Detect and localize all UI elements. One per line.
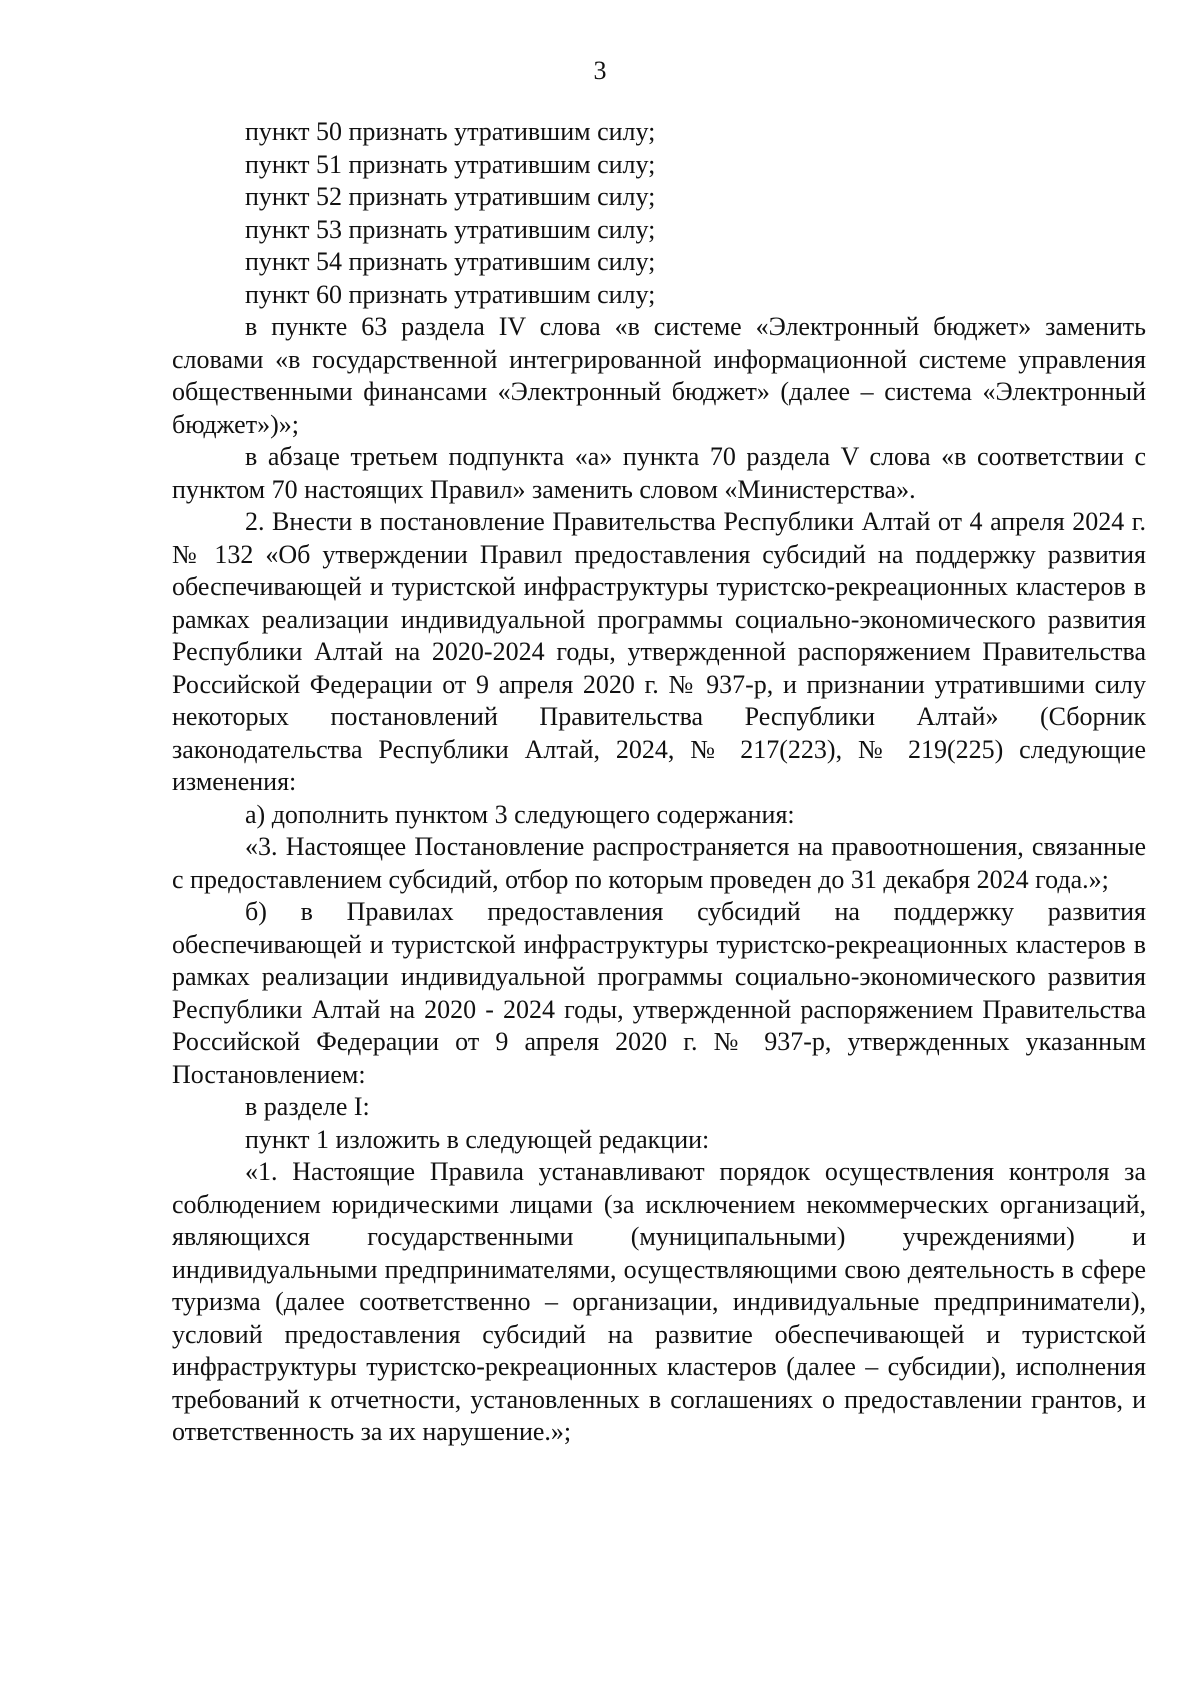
page-number: 3 (593, 56, 607, 85)
paragraph-quote-3: «3. Настоящее Постановление распространяется на правоотношения, связанные с предоставлением субсидий, отбор по которым проведен до 31 декабря 2024 года.»; (172, 832, 1146, 894)
paragraph-item-1-intro: пункт 1 изложить в следующей редакции: (245, 1124, 710, 1154)
paragraph-item-60: пункт 60 признать утратившим силу; (245, 279, 656, 309)
paragraph-quote-1: «1. Настоящие Правила устанавливают порядок осуществления контроля за соблюдением юридическими лицами (за исключением некоммерческих организаций, являющихся государственными (муниципальными) учреждениями) и индивидуальными предпринимателями, осуществляющими свою деятельность в сфере туризма (далее соответственно – организации, индивидуальные предприниматели), условий предоставления субсидий на развитие обеспечивающей и туристской инфраструктуры туристско-рекреационных кластеров (далее – субсидии), исполнения требований к отчетности, установленных в соглашениях о предоставлении грантов, и ответственность за их нарушение.»; (172, 1157, 1146, 1446)
paragraph-subitem-b: б) в Правилах предоставления субсидий на поддержку развития обеспечивающей и туристской инфраструктуры туристско-рекреационных кластеров в рамках реализации индивидуальной программы социально-экономического развития Республики Алтай на 2020 - 2024 годы, утвержденной распоряжением Правительства Российской Федерации от 9 апреля 2020 г. № 937-р, утвержденных указанным Постановлением: (172, 897, 1146, 1089)
document-body (172, 116, 1146, 1449)
paragraph-item-52: пункт 52 признать утратившим силу; (245, 182, 656, 211)
paragraph-item-70: в абзаце третьем подпункта «а» пункта 70 раздела V слова «в соответствии с пунктом 70 настоящих Правил» заменить словом «Министерства». (172, 442, 1146, 504)
paragraph-item-51: пункт 51 признать утратившим силу; (245, 149, 656, 179)
paragraph-item-63: в пункте 63 раздела IV слова «в системе «Электронный бюджет» заменить словами «в государственной интегрированной информационной системе управления общественными финансами «Электронный бюджет» (далее – система «Электронный бюджет»)»; (172, 312, 1146, 439)
paragraph-section-2: 2. Внести в постановление Правительства Республики Алтай от 4 апреля 2024 г. № 132 «Об утверждении Правил предоставления субсидий на поддержку развития обеспечивающей и туристской инфраструктуры туристско-рекреационных кластеров в рамках реализации индивидуальной программы социально-экономического развития Республики Алтай на 2020-2024 годы, утвержденной распоряжением Правительства Российской Федерации от 9 апреля 2020 г. № 937-р, и признании утратившими силу некоторых постановлений Правительства Республики Алтай» (Сборник законодательства Республики Алтай, 2024, № 217(223), № 219(225) следующие изменения: (172, 507, 1146, 796)
paragraph-item-50: пункт 50 признать утратившим силу; (245, 117, 656, 146)
paragraph-item-53: пункт 53 признать утратившим силу; (245, 214, 656, 244)
paragraph-section-i: в разделе I: (245, 1092, 370, 1121)
paragraph-subitem-a: а) дополнить пунктом 3 следующего содержания: (245, 799, 795, 829)
paragraph-item-54: пункт 54 признать утратившим силу; (245, 247, 656, 276)
